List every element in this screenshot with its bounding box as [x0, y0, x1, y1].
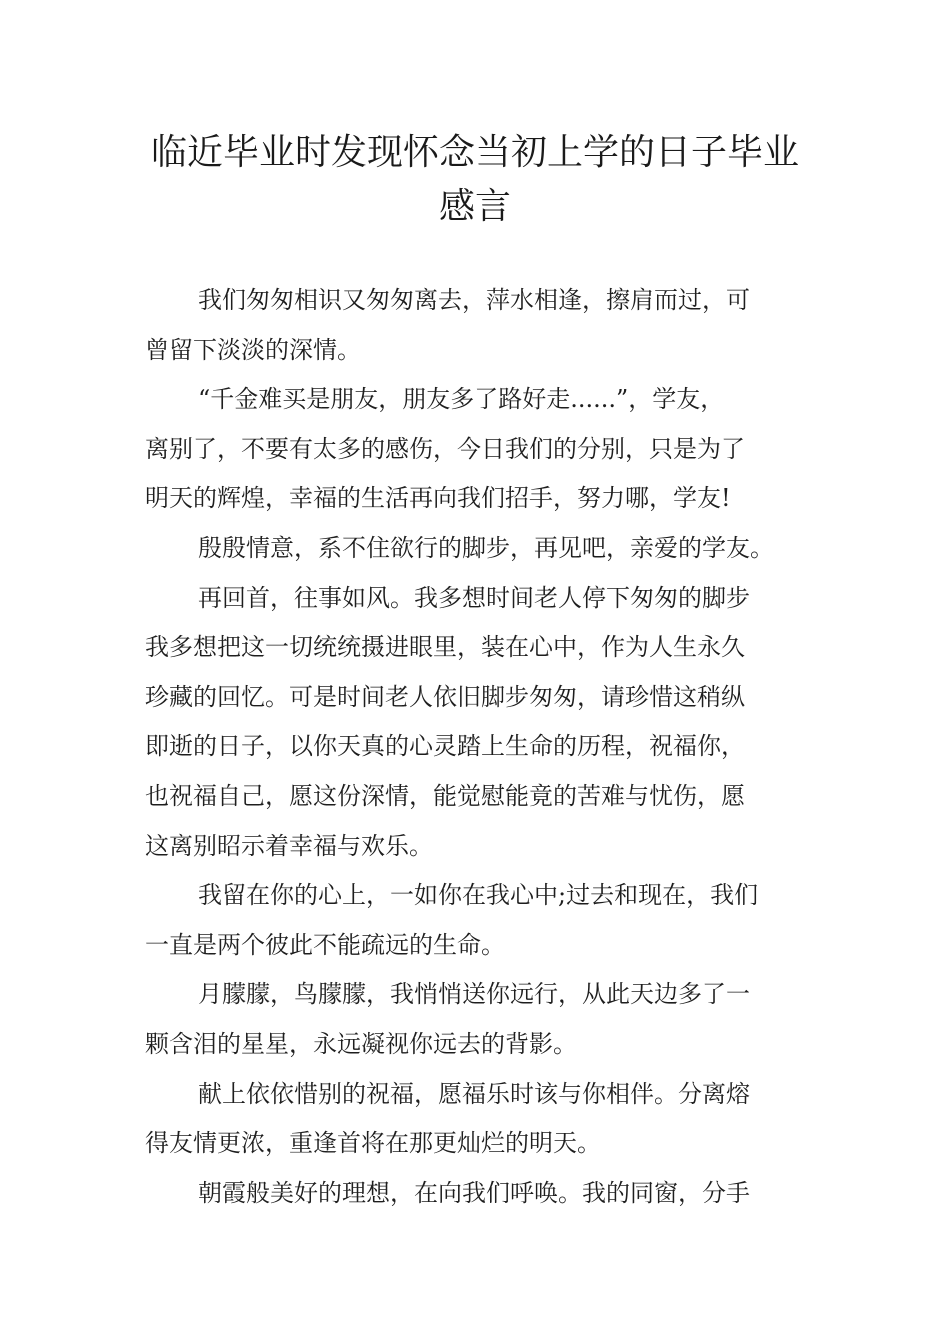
paragraph [145, 1169, 820, 1219]
text-line: 也祝福自己，愿这份深情，能觉慰能竟的苦难与忧伤，愿 [145, 781, 745, 810]
text-line: 月朦朦，鸟朦朦，我悄悄送你远行，从此天边多了一 [198, 980, 750, 1009]
text-line: 明天的辉煌，幸福的生活再向我们招手，努力哪，学友! [145, 484, 731, 513]
text-line: 殷殷情意，系不住欲行的脚步，再见吧，亲爱的学友。 [198, 533, 774, 562]
paragraph [145, 276, 820, 375]
text-line: 这离别昭示着幸福与欢乐。 [145, 831, 433, 860]
text-line: 朝霞般美好的理想，在向我们呼唤。我的同窗，分手 [198, 1178, 750, 1207]
text-line: 我留在你的心上，一如你在我心中;过去和现在，我们 [198, 881, 759, 910]
paragraph [145, 574, 820, 872]
text-line: “千金难买是朋友，朋友多了路好走......”，学友， [198, 385, 725, 414]
text-line: 献上依依惜别的祝福，愿福乐时该与你相伴。分离熔 [198, 1079, 750, 1108]
title-line-2: 感言 [438, 186, 511, 227]
text-line: 离别了，不要有太多的感伤，今日我们的分别，只是为了 [145, 434, 745, 463]
paragraph [145, 871, 820, 970]
text-line: 颗含泪的星星，永远凝视你远去的背影。 [145, 1029, 577, 1058]
text-line: 珍藏的回忆。可是时间老人依旧脚步匆匆，请珍惜这稍纵 [145, 682, 745, 711]
text-line: 我多想把这一切统统摄进眼里，装在心中，作为人生永久 [145, 633, 745, 662]
text-line: 即逝的日子，以你天真的心灵踏上生命的历程，祝福你， [145, 732, 745, 761]
text-line: 得友情更浓，重逢首将在那更灿烂的明天。 [145, 1129, 601, 1158]
paragraph [145, 375, 820, 524]
text-line: 一直是两个彼此不能疏远的生命。 [145, 930, 505, 959]
text-line: 再回首，往事如风。我多想时间老人停下匆匆的脚步 [198, 583, 750, 612]
document-body [145, 276, 820, 1218]
title-line-1: 临近毕业时发现怀念当初上学的日子毕业 [150, 132, 799, 173]
paragraph [145, 1070, 820, 1169]
paragraph [145, 970, 820, 1069]
document-title [120, 126, 830, 234]
text-line: 曾留下淡淡的深情。 [145, 335, 361, 364]
text-line: 我们匆匆相识又匆匆离去，萍水相逢，擦肩而过，可 [198, 286, 750, 314]
paragraph [145, 524, 820, 574]
